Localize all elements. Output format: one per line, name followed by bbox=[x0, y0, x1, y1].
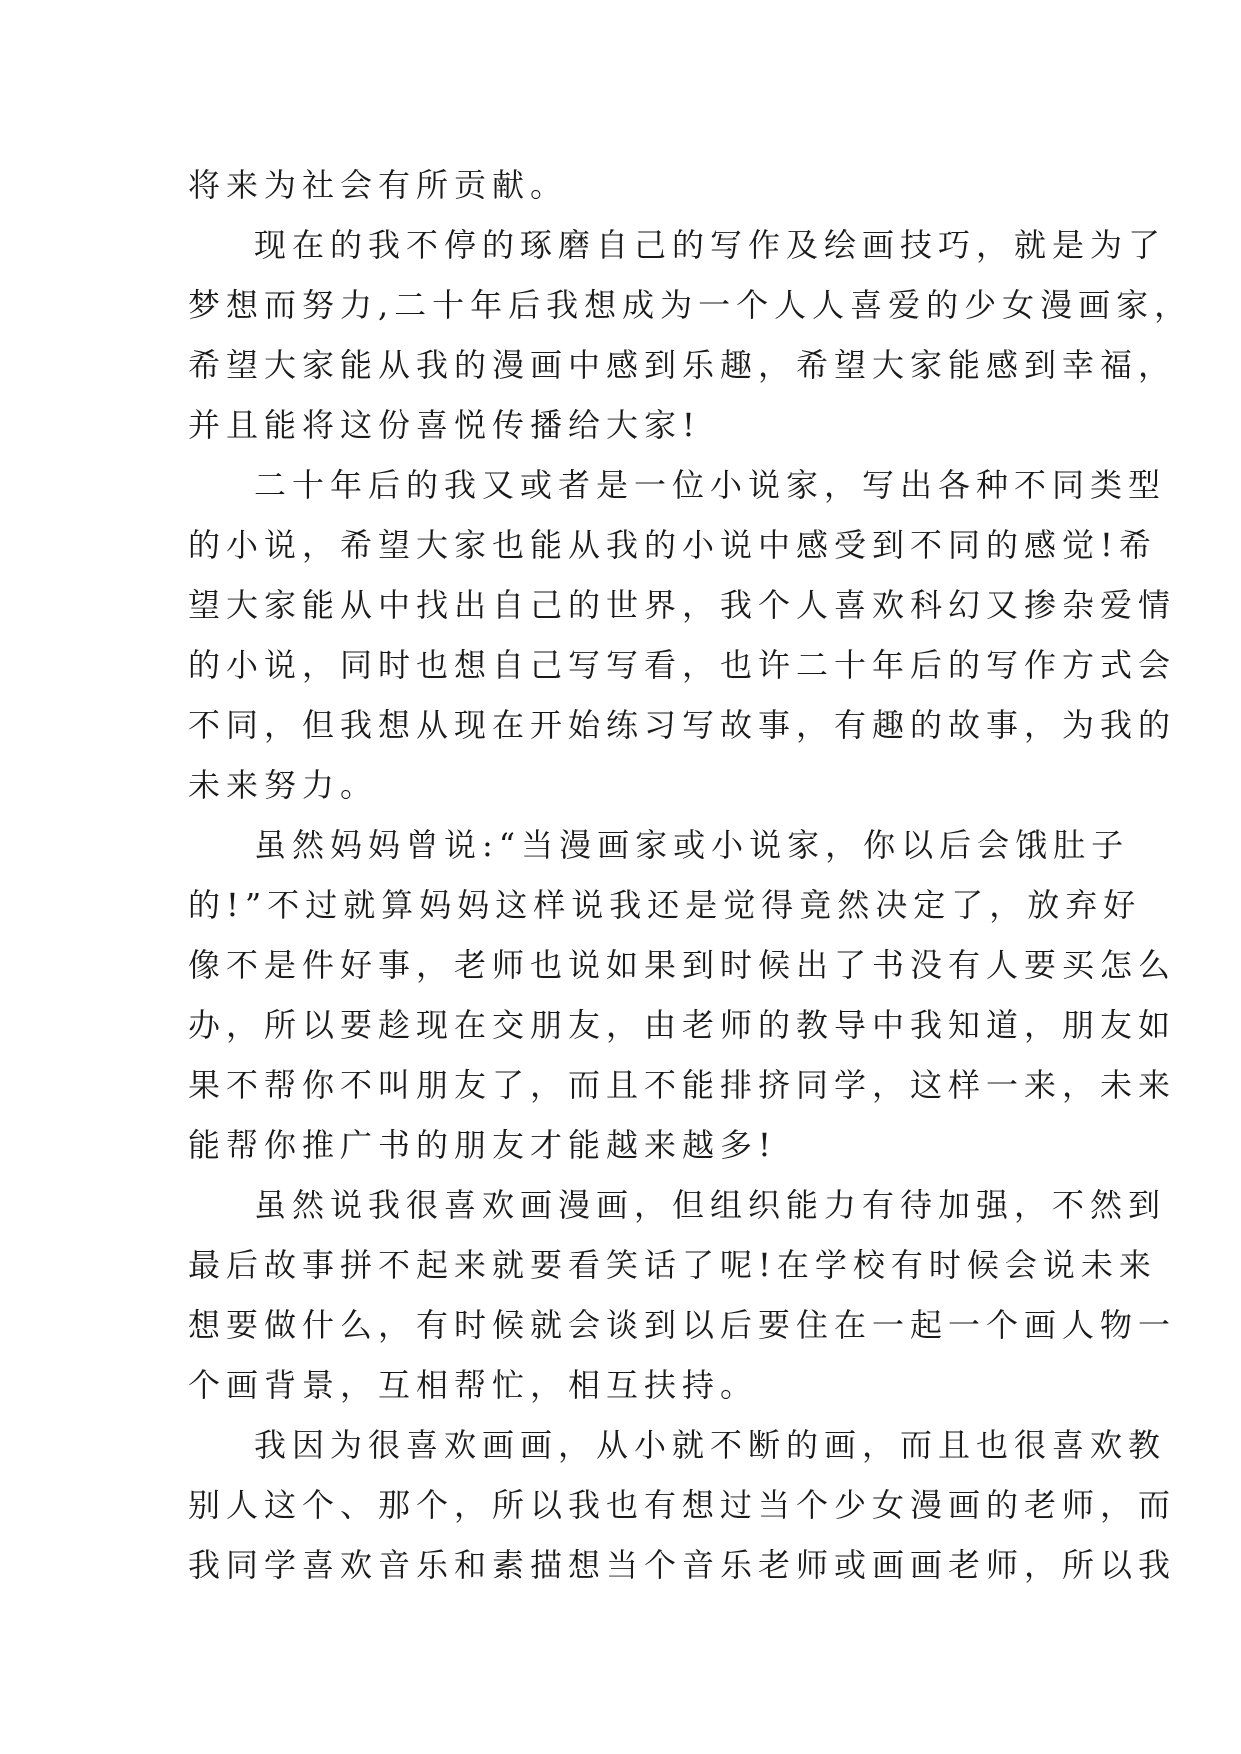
text-line: 能帮你推广书的朋友才能越来越多! bbox=[188, 1126, 777, 1164]
text-line: 二十年后的我又或者是一位小说家，写出各种不同类型 bbox=[254, 466, 1167, 504]
text-line: 未来努力。 bbox=[188, 766, 379, 804]
text-line: 不同，但我想从现在开始练习写故事，有趣的故事，为我的 bbox=[188, 706, 1177, 744]
text-line: 望大家能从中找出自己的世界，我个人喜欢科幻又掺杂爱情 bbox=[188, 586, 1177, 624]
text-line: 我同学喜欢音乐和素描想当个音乐老师或画画老师，所以我 bbox=[188, 1546, 1177, 1584]
text-line: 果不帮你不叫朋友了，而且不能排挤同学，这样一来，未来 bbox=[188, 1066, 1177, 1104]
text-line: 希望大家能从我的漫画中感到乐趣，希望大家能感到幸福， bbox=[188, 346, 1177, 384]
text-line: 虽然说我很喜欢画漫画，但组织能力有待加强，不然到 bbox=[254, 1186, 1167, 1224]
text-line: 虽然妈妈曾说:“当漫画家或小说家，你以后会饿肚子 bbox=[254, 826, 1130, 864]
text-line: 将来为社会有所贡献。 bbox=[188, 166, 569, 204]
text-line: 像不是件好事，老师也说如果到时候出了书没有人要买怎么 bbox=[188, 946, 1177, 984]
text-line: 梦想而努力,二十年后我想成为一个人人喜爱的少女漫画家， bbox=[188, 286, 1193, 324]
text-line: 办，所以要趁现在交朋友，由老师的教导中我知道，朋友如 bbox=[188, 1006, 1177, 1044]
text-line: 想要做什么，有时候就会谈到以后要住在一起一个画人物一 bbox=[188, 1306, 1177, 1344]
text-line: 我因为很喜欢画画，从小就不断的画，而且也很喜欢教 bbox=[254, 1426, 1167, 1464]
text-line: 个画背景，互相帮忙，相互扶持。 bbox=[188, 1366, 759, 1404]
document-body bbox=[188, 155, 1193, 1595]
text-line: 最后故事拼不起来就要看笑话了呢!在学校有时候会说未来 bbox=[188, 1246, 1157, 1284]
paragraph bbox=[188, 1175, 1177, 1415]
text-line: 的!”不过就算妈妈这样说我还是觉得竟然决定了，放弃好 bbox=[188, 886, 1142, 924]
paragraph bbox=[188, 455, 1177, 815]
text-line: 别人这个、那个，所以我也有想过当个少女漫画的老师，而 bbox=[188, 1486, 1177, 1524]
text-line: 现在的我不停的琢磨自己的写作及绘画技巧，就是为了 bbox=[254, 226, 1167, 264]
text-line: 的小说，希望大家也能从我的小说中感受到不同的感觉!希 bbox=[188, 526, 1157, 564]
paragraph bbox=[188, 1415, 1177, 1595]
text-line: 并且能将这份喜悦传播给大家! bbox=[188, 406, 701, 444]
paragraph bbox=[188, 155, 1068, 215]
paragraph bbox=[188, 215, 1193, 455]
paragraph bbox=[188, 815, 1177, 1175]
text-line: 的小说，同时也想自己写写看，也许二十年后的写作方式会 bbox=[188, 646, 1177, 684]
